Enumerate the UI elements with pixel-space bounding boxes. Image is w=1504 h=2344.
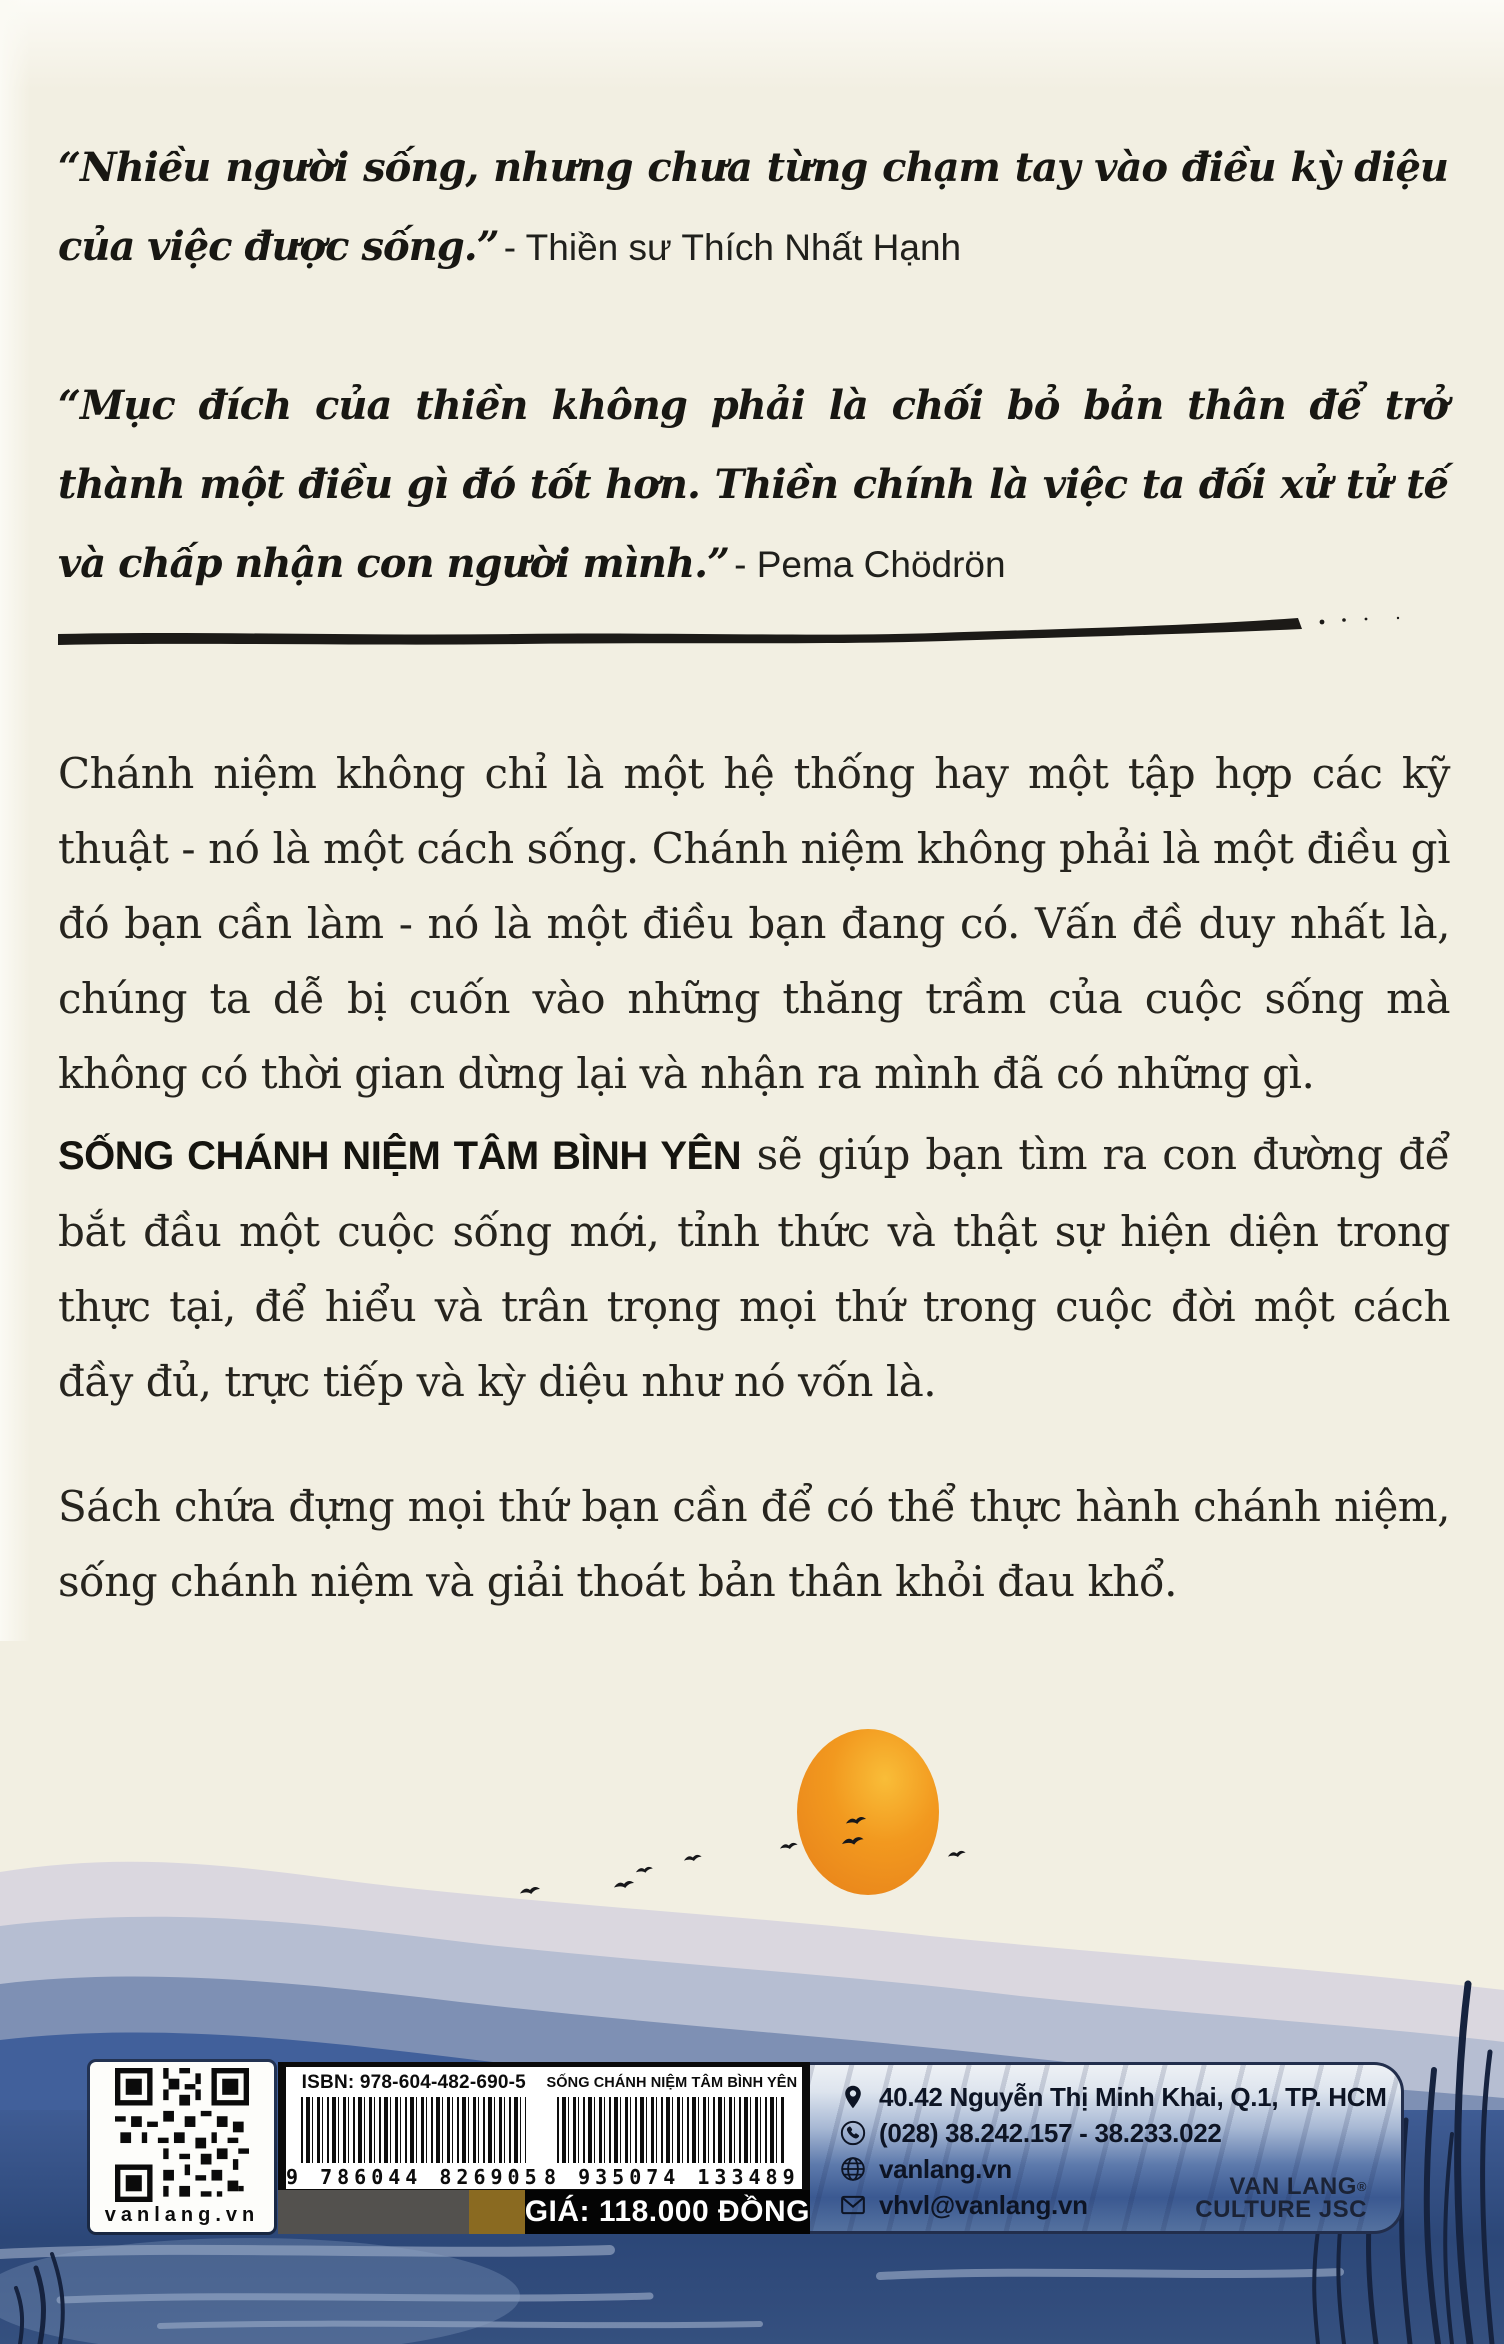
- scan-edge-top: [0, 0, 1504, 90]
- phone-text: (028) 38.242.157 - 38.233.022: [879, 2117, 1222, 2148]
- website-text: vanlang.vn: [879, 2153, 1012, 2184]
- quote-text: “Mục đích của thiền không phải là chối bỏ bản thân để trở thành một điều gì đó tốt hơn. Thiền chính là việc ta đối xử tử tế và chấp nhận con người mình.”: [58, 382, 1448, 587]
- paragraph-mindfulness: Chánh niệm không chỉ là một hệ thống hay một tập hợp các kỹ thuật - nó là một cách sống. Chánh niệm không phải là một điều gì đó bạn cần làm - nó là một điều bạn đang có. Vấn đề duy nhất là, chúng ta dễ bị cuốn vào những thăng trầm của cuộc sống mà không có thời gian dừng lại và nhận ra mình đã có những gì.: [58, 749, 1450, 1098]
- barcode-panel: [278, 2062, 810, 2234]
- email-text: vhvl@vanlang.vn: [879, 2189, 1088, 2220]
- ean-barcode: [557, 2097, 786, 2163]
- isbn-barcode-card: [286, 2067, 542, 2189]
- email-icon: [840, 2192, 866, 2218]
- paragraph-book-promise: Sách chứa đựng mọi thứ bạn cần để có thể thực hành chánh niệm, sống chánh niệm và giải thoát bản thân khỏi đau khổ.: [58, 1482, 1450, 1606]
- sun: [797, 1729, 939, 1895]
- back-cover-copy: [58, 736, 1450, 1625]
- qr-card: [90, 2062, 274, 2232]
- qr-caption: vanlang.vn: [104, 2204, 260, 2226]
- publisher-contact-panel: [810, 2062, 1404, 2234]
- footer-gold-segment: [469, 2190, 524, 2234]
- phone-icon: [840, 2120, 866, 2146]
- logo-line-2: CULTURE JSC: [1195, 2196, 1367, 2223]
- ean-barcode-card: [542, 2067, 802, 2189]
- globe-icon: [840, 2156, 866, 2182]
- paragraph-book-intro-text: sẽ giúp bạn tìm ra con đường để bắt đầu một cuộc sống mới, tỉnh thức và thật sự hiện diện trong thực tại, để hiểu và trân trọng mọi thứ trong cuộc đời một cách đầy đủ, trực tiếp và kỳ diệu như nó vốn là.: [58, 1130, 1450, 1406]
- footer-gray-segment: [278, 2190, 469, 2234]
- location-pin-icon: [840, 2084, 866, 2110]
- isbn-barcode: [301, 2097, 526, 2163]
- isbn-label: ISBN: 978-604-482-690-5: [301, 2072, 526, 2093]
- quote-attribution: - Thiền sư Thích Nhất Hạnh: [503, 227, 962, 268]
- logo-line-1: VAN LANG: [1229, 2173, 1357, 2200]
- address-text: 40.42 Nguyễn Thị Minh Khai, Q.1, TP. HCM: [879, 2081, 1387, 2112]
- address-row: [840, 2079, 1401, 2115]
- ean-digits: 8 935074 133489: [544, 2165, 800, 2189]
- publisher-logo: [1195, 2175, 1367, 2221]
- registered-mark: ®: [1356, 2179, 1367, 2194]
- footer-strip: [0, 2060, 1504, 2235]
- paragraph-book-intro: [58, 1117, 1450, 1419]
- barcode-title-label: SỐNG CHÁNH NIỆM TÂM BÌNH YÊN: [546, 2075, 798, 2091]
- price-text: GIÁ: 118.000 ĐỒNG: [524, 2195, 810, 2228]
- price-tag: [525, 2190, 810, 2234]
- brush-divider: [56, 606, 1448, 652]
- isbn-digits: 9 786044 826905: [286, 2165, 542, 2189]
- quote-pema-chodron: [58, 366, 1448, 604]
- quote-thich-nhat-hanh: [58, 128, 1448, 287]
- book-title-inline: SỐNG CHÁNH NIỆM TÂM BÌNH YÊN: [58, 1134, 742, 1178]
- phone-row: [840, 2115, 1401, 2151]
- quote-attribution: - Pema Chödrön: [734, 544, 1006, 585]
- scan-edge-left: [0, 0, 30, 1641]
- qr-code: [115, 2068, 249, 2202]
- quote-text: “Nhiều người sống, nhưng chưa từng chạm tay vào điều kỳ diệu của việc được sống.”: [58, 144, 1448, 270]
